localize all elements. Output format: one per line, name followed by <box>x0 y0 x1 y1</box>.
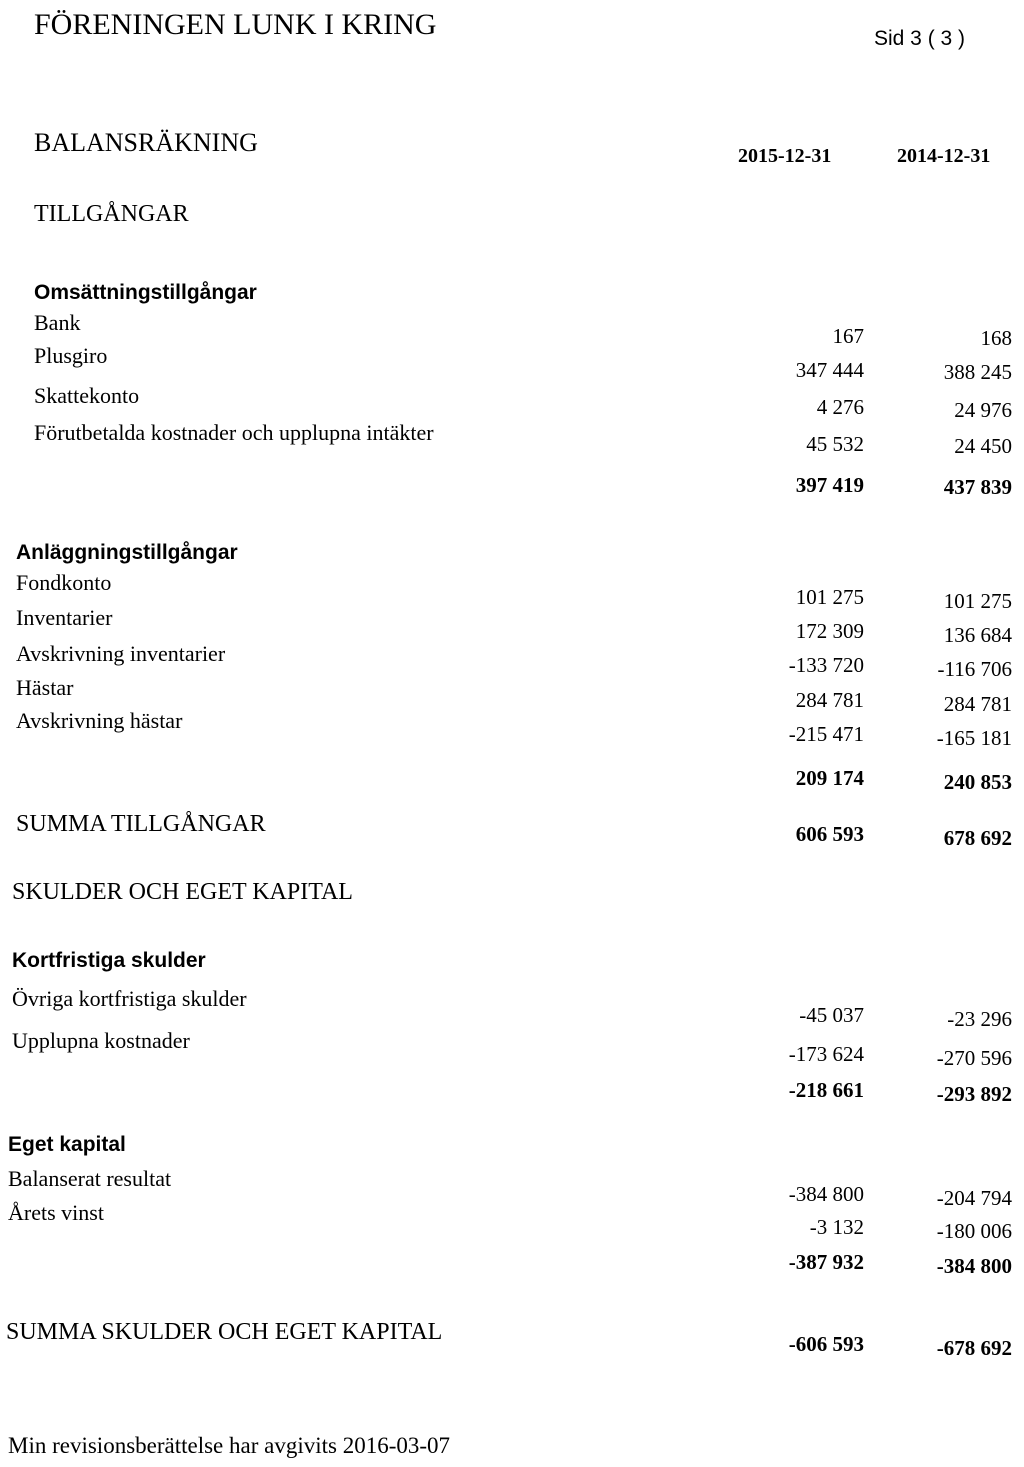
row-label: Övriga kortfristiga skulder <box>12 986 247 1011</box>
row-value-2015: 284 781 <box>795 688 864 712</box>
row-value-2015: 167 <box>832 324 864 348</box>
group-title-current-assets: Omsättningstillgångar <box>34 281 257 304</box>
row-value-2015: -133 720 <box>788 653 864 677</box>
group-title-fixed-assets: Anläggningstillgångar <box>16 541 238 564</box>
row-value-2014: 101 275 <box>943 589 1012 613</box>
total-assets-label: SUMMA TILLGÅNGAR <box>16 811 266 837</box>
row-label: Avskrivning inventarier <box>16 641 226 666</box>
audit-note: Min revisionsberättelse har avgivits 2016-03-07 <box>8 1433 451 1458</box>
row-value-2015: 45 532 <box>806 432 864 456</box>
subtotal-2015: -387 932 <box>788 1250 864 1274</box>
row-label: Balanserat resultat <box>8 1166 172 1191</box>
group-title-equity: Eget kapital <box>8 1133 126 1156</box>
row-label: Avskrivning hästar <box>16 708 183 733</box>
row-value-2014: 24 450 <box>954 434 1012 458</box>
subtotal-2014: 437 839 <box>943 475 1012 499</box>
row-value-2015: 172 309 <box>795 619 864 643</box>
row-value-2015: -215 471 <box>788 722 864 746</box>
total-assets-2015: 606 593 <box>795 822 864 846</box>
row-value-2015: -45 037 <box>799 1003 864 1027</box>
total-liabilities-equity-label: SUMMA SKULDER OCH EGET KAPITAL <box>6 1319 443 1345</box>
row-value-2014: 284 781 <box>943 692 1012 716</box>
page-number: Sid 3 ( 3 ) <box>874 27 966 50</box>
row-value-2015: 101 275 <box>795 585 864 609</box>
subtotal-2015: -218 661 <box>788 1078 864 1102</box>
row-value-2015: 347 444 <box>795 358 864 382</box>
row-value-2014: 24 976 <box>954 398 1012 422</box>
row-label: Upplupna kostnader <box>12 1028 190 1053</box>
row-value-2014: -270 596 <box>936 1046 1012 1070</box>
row-value-2014: -180 006 <box>936 1219 1012 1243</box>
subtotal-2014: -293 892 <box>936 1082 1012 1106</box>
report-title: BALANSRÄKNING <box>34 128 258 157</box>
row-label: Inventarier <box>16 605 113 630</box>
row-value-2015: 4 276 <box>816 395 864 419</box>
row-label: Förutbetalda kostnader och upplupna intäkter <box>34 420 434 445</box>
subtotal-2015: 209 174 <box>795 766 864 790</box>
subtotal-2014: -384 800 <box>936 1254 1012 1278</box>
row-value-2015: -384 800 <box>788 1182 864 1206</box>
row-label: Årets vinst <box>8 1200 104 1225</box>
row-label: Plusgiro <box>34 343 108 368</box>
column-header-2014: 2014-12-31 <box>897 145 991 167</box>
row-value-2014: -165 181 <box>936 726 1012 750</box>
organization-name: FÖRENINGEN LUNK I KRING <box>34 8 437 41</box>
group-title-current-liabilities: Kortfristiga skulder <box>12 949 206 972</box>
section-heading-liabilities-equity: SKULDER OCH EGET KAPITAL <box>12 879 353 905</box>
row-value-2014: -204 794 <box>936 1186 1012 1210</box>
row-value-2014: 388 245 <box>943 360 1012 384</box>
subtotal-2014: 240 853 <box>943 770 1012 794</box>
row-value-2015: -173 624 <box>788 1042 864 1066</box>
row-value-2014: -23 296 <box>947 1007 1012 1031</box>
row-value-2014: 168 <box>980 326 1012 350</box>
total-assets-2014: 678 692 <box>943 826 1012 850</box>
row-value-2015: -3 132 <box>809 1215 864 1239</box>
subtotal-2015: 397 419 <box>795 473 864 497</box>
row-value-2014: -116 706 <box>937 657 1012 681</box>
column-header-2015: 2015-12-31 <box>738 145 832 167</box>
row-value-2014: 136 684 <box>943 623 1012 647</box>
row-label: Bank <box>34 310 81 335</box>
total-liabilities-equity-2015: -606 593 <box>788 1332 864 1356</box>
section-heading-assets: TILLGÅNGAR <box>34 201 189 227</box>
row-label: Hästar <box>16 675 74 700</box>
row-label: Fondkonto <box>16 570 112 595</box>
total-liabilities-equity-2014: -678 692 <box>936 1336 1012 1360</box>
row-label: Skattekonto <box>34 383 140 408</box>
